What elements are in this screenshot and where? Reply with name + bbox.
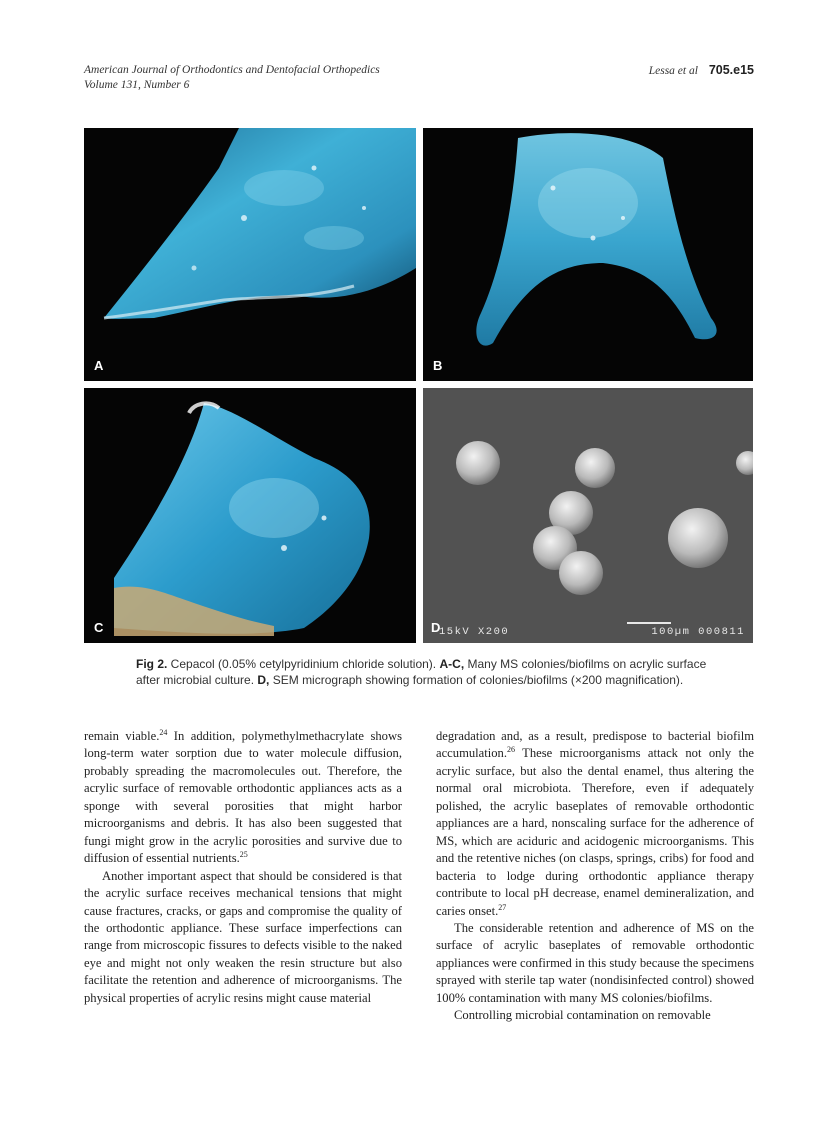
sem-scale-text: 100µm 000811 [651, 626, 745, 638]
caption-text-1: Cepacol (0.05% cetylpyridinium chloride solution). [167, 657, 440, 671]
sem-info-strip [423, 621, 753, 643]
caption-text-2: Many MS colonies/biofilms on acrylic surface after microbial culture. [136, 657, 707, 687]
acrylic-specimen-image-c [84, 388, 416, 643]
acrylic-specimen-image-a [84, 128, 416, 381]
acrylic-specimen-image-b [423, 128, 753, 381]
text-run: remain viable. [84, 729, 160, 743]
panel-label-b: B [433, 358, 443, 373]
panel-label-c: C [94, 620, 104, 635]
figure-panel-a [84, 128, 416, 381]
caption-fig-label: Fig 2. [136, 657, 168, 671]
page-number: 705.e15 [708, 63, 754, 77]
text-run: degradation and, as a result, predispose to bacterial biofilm accumulation. [436, 729, 754, 761]
text-run: These microorganisms attack not only the acrylic surface, but also the dental enamel, thus altering the normal oral microbiota. Therefore, even if adequately polished, the acrylic baseplates of removable orthodontic appliances are a hard, nonscaling surface for the adherence of MS, which are aciduric and acidogenic microorganisms. This and the retentive niches (on clasps, springs, cribs) for food and bacteria to lodge during orthodontic appliance therapy contribute to local pH decrease, enamel demineralization, and caries onset. [436, 746, 754, 918]
figure-panel-d [423, 388, 753, 643]
body-column-left [84, 728, 402, 1007]
panel-label-a: A [94, 358, 104, 373]
running-header-journal [84, 63, 380, 93]
panel-label-d: D [431, 620, 441, 635]
paragraph: Another important aspect that should be considered is that the acrylic surface receives mechanical tensions that might cause fractures, cracks, or gaps and compromise the quality of the orthodontic appliance. These surface imperfections can range from microscopic fissures to defects visible to the naked eye and might not only weaken the resin structure but also facilitate the retention and adherence of microorganisms. The physical properties of acrylic resins might cause material [84, 868, 402, 1005]
caption-label-ac: A-C, [439, 657, 465, 671]
paragraph: The considerable retention and adherence of MS on the surface of acrylic baseplates of removable orthodontic appliances were confirmed in this study because the specimens sprayed with sterile tap water (nondisinfected control) showed 100% contamination with many MS colonies/biofilms. [436, 920, 754, 1005]
reference-marker: 26 [507, 745, 515, 755]
sem-voltage-mag: 15kV X200 [439, 626, 510, 638]
journal-volume: Volume 131, Number 6 [84, 79, 190, 91]
caption-label-d: D, [257, 672, 270, 687]
running-authors: Lessa et al [648, 65, 698, 77]
paragraph [84, 728, 402, 868]
body-column-right [436, 728, 754, 1025]
reference-marker: 25 [239, 850, 248, 860]
figure-2 [84, 128, 753, 643]
figure-panel-b [423, 128, 753, 381]
text-run: In addition, polymethylmethacrylate shows long-term water sorption due to water molecule diffusion, probably spreading the macromolecules out. Therefore, the acrylic surface of removable orthodontic appliances acts as a sponge with several porosities that might harbor microorganisms and debris. It has also been suggested that fungi might grow in the acrylic porosities and survive due to diffusion of essential nutrients. [84, 729, 402, 866]
figure-caption [136, 657, 726, 688]
paragraph [436, 728, 754, 920]
sem-micrograph-image [423, 388, 753, 643]
figure-panel-c [84, 388, 416, 643]
reference-marker: 27 [498, 902, 507, 912]
paragraph: Controlling microbial contamination on removable [454, 1008, 711, 1023]
reference-marker: 24 [159, 728, 168, 737]
caption-text-3: SEM micrograph showing formation of colonies/biofilms (×200 magnification). [269, 672, 684, 687]
journal-title: American Journal of Orthodontics and Dentofacial Orthopedics [84, 64, 380, 76]
running-header-page [649, 63, 754, 77]
